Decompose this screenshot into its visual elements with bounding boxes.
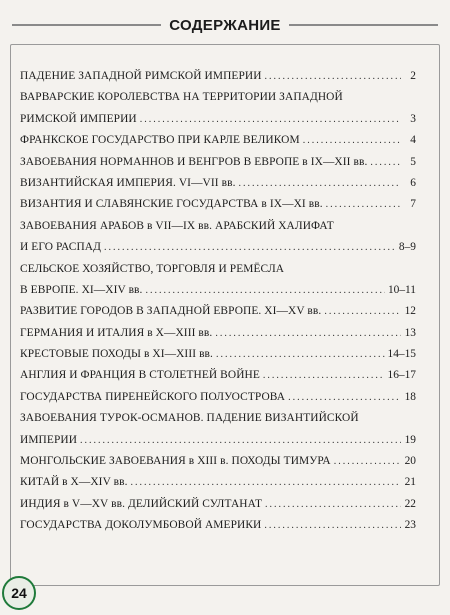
toc-leader-dots (140, 109, 401, 130)
toc-entry-page: 22 (404, 497, 416, 510)
toc-row[interactable] (20, 66, 416, 87)
title-rule-left (12, 24, 162, 26)
toc-row[interactable] (20, 109, 416, 130)
toc-row[interactable] (20, 130, 416, 151)
toc-leader-dots (263, 365, 385, 386)
toc-entry-page: 19 (404, 433, 416, 446)
toc-leader-dots (264, 515, 401, 536)
toc-entry-title: МОНГОЛЬСКИЕ ЗАВОЕВАНИЯ в XIII в. ПОХОДЫ ТИМУРА (20, 455, 331, 468)
toc-row[interactable] (20, 194, 416, 215)
toc-row[interactable] (20, 472, 416, 493)
toc-entry-page: 5 (410, 155, 416, 168)
toc-leader-dots (303, 130, 401, 151)
page-title: СОДЕРЖАНИЕ (161, 17, 288, 34)
toc-row[interactable] (20, 515, 416, 536)
toc-entry-title: ГОСУДАРСТВА ПИРЕНЕЙСКОГО ПОЛУОСТРОВА (20, 390, 286, 403)
toc-leader-dots (216, 344, 385, 365)
toc-entry-page: 12 (404, 305, 416, 318)
title-rule-right (288, 24, 438, 26)
toc-leader-dots (288, 387, 401, 408)
toc-entry-title: ФРАНКСКОЕ ГОСУДАРСТВО ПРИ КАРЛЕ ВЕЛИКОМ (20, 134, 300, 147)
toc-entry-title: В ЕВРОПЕ. XI—XIV вв. (20, 283, 143, 296)
toc-row[interactable] (20, 280, 416, 301)
toc-row[interactable] (20, 430, 416, 451)
toc-leader-dots (215, 323, 401, 344)
toc-entry-title: И ЕГО РАСПАД (20, 241, 101, 254)
toc-entry-page: 4 (410, 134, 416, 147)
toc-entry-title: ВИЗАНТИЯ И СЛАВЯНСКИЕ ГОСУДАРСТВА в IX—XI вв. (20, 198, 323, 211)
toc-leader-dots (104, 237, 396, 258)
toc-entry-title: ВИЗАНТИЙСКАЯ ИМПЕРИЯ. VI—VII вв. (20, 176, 236, 189)
toc-entry-title: ИНДИЯ в V—XV вв. ДЕЛИЙСКИЙ СУЛТАНАТ (20, 497, 263, 510)
page-number-badge (2, 576, 36, 610)
toc-entry-page: 13 (404, 326, 416, 339)
toc-entry-title: КИТАЙ в X—XIV вв. (20, 476, 128, 489)
toc-entry-page: 7 (410, 198, 416, 211)
toc-row[interactable] (20, 365, 416, 386)
toc-row[interactable] (20, 216, 416, 237)
table-of-contents (20, 66, 416, 537)
toc-leader-dots (324, 301, 401, 322)
toc-entry-title: ГЕРМАНИЯ И ИТАЛИЯ в X—XIII вв. (20, 326, 213, 339)
toc-row[interactable] (20, 494, 416, 515)
toc-row[interactable] (20, 451, 416, 472)
title-bar (0, 14, 450, 36)
toc-entry-title: АНГЛИЯ И ФРАНЦИЯ В СТОЛЕТНЕЙ ВОЙНЕ (20, 369, 260, 382)
toc-entry-page: 14–15 (387, 348, 416, 361)
toc-entry-title: РАЗВИТИЕ ГОРОДОВ В ЗАПАДНОЙ ЕВРОПЕ. XI—XV вв. (20, 305, 322, 318)
toc-row[interactable] (20, 408, 416, 429)
toc-leader-dots (326, 194, 401, 215)
toc-row[interactable] (20, 387, 416, 408)
toc-entry-page: 16–17 (387, 369, 416, 382)
toc-entry-title: ЗАВОЕВАНИЯ НОРМАННОВ И ВЕНГРОВ В ЕВРОПЕ в IX—XII вв. (20, 155, 368, 168)
page-number: 24 (11, 585, 27, 601)
toc-row[interactable] (20, 173, 416, 194)
toc-entry-page: 18 (404, 390, 416, 403)
toc-leader-dots (239, 173, 401, 194)
toc-entry-title: РИМСКОЙ ИМПЕРИИ (20, 112, 137, 125)
toc-entry-page: 23 (404, 519, 416, 532)
toc-leader-dots (334, 451, 401, 472)
toc-entry-title: ГОСУДАРСТВА ДОКОЛУМБОВОЙ АМЕРИКИ (20, 519, 262, 532)
toc-row[interactable] (20, 259, 416, 280)
toc-entry-title: ПАДЕНИЕ ЗАПАДНОЙ РИМСКОЙ ИМПЕРИИ (20, 69, 262, 82)
toc-entry-page: 20 (404, 455, 416, 468)
toc-row[interactable] (20, 152, 416, 173)
toc-leader-dots (145, 280, 384, 301)
toc-row[interactable] (20, 323, 416, 344)
toc-leader-dots (265, 494, 401, 515)
toc-entry-page: 10–11 (387, 283, 416, 296)
toc-entry-title: СЕЛЬСКОЕ ХОЗЯЙСТВО, ТОРГОВЛЯ И РЕМЁСЛА (20, 262, 285, 275)
toc-leader-dots (370, 152, 401, 173)
toc-entry-page: 6 (410, 176, 416, 189)
toc-entry-title: ЗАВОЕВАНИЯ ТУРОК-ОСМАНОВ. ПАДЕНИЕ ВИЗАНТИЙСКОЙ (20, 412, 359, 425)
toc-row[interactable] (20, 301, 416, 322)
toc-row[interactable] (20, 344, 416, 365)
toc-entry-page: 21 (404, 476, 416, 489)
toc-entry-title: ЗАВОЕВАНИЯ АРАБОВ в VII—IX вв. АРАБСКИЙ ХАЛИФАТ (20, 219, 334, 232)
toc-entry-page: 3 (410, 112, 416, 125)
toc-entry-title: КРЕСТОВЫЕ ПОХОДЫ в XI—XIII вв. (20, 348, 213, 361)
toc-entry-title: ВАРВАРСКИЕ КОРОЛЕВСТВА НА ТЕРРИТОРИИ ЗАПАДНОЙ (20, 91, 343, 104)
toc-leader-dots (80, 430, 401, 451)
toc-entry-page: 2 (410, 69, 416, 82)
toc-leader-dots (265, 66, 401, 87)
toc-leader-dots (131, 472, 401, 493)
toc-row[interactable] (20, 237, 416, 258)
toc-row[interactable] (20, 87, 416, 108)
toc-entry-title: ИМПЕРИИ (20, 433, 78, 446)
toc-entry-page: 8–9 (398, 241, 416, 254)
